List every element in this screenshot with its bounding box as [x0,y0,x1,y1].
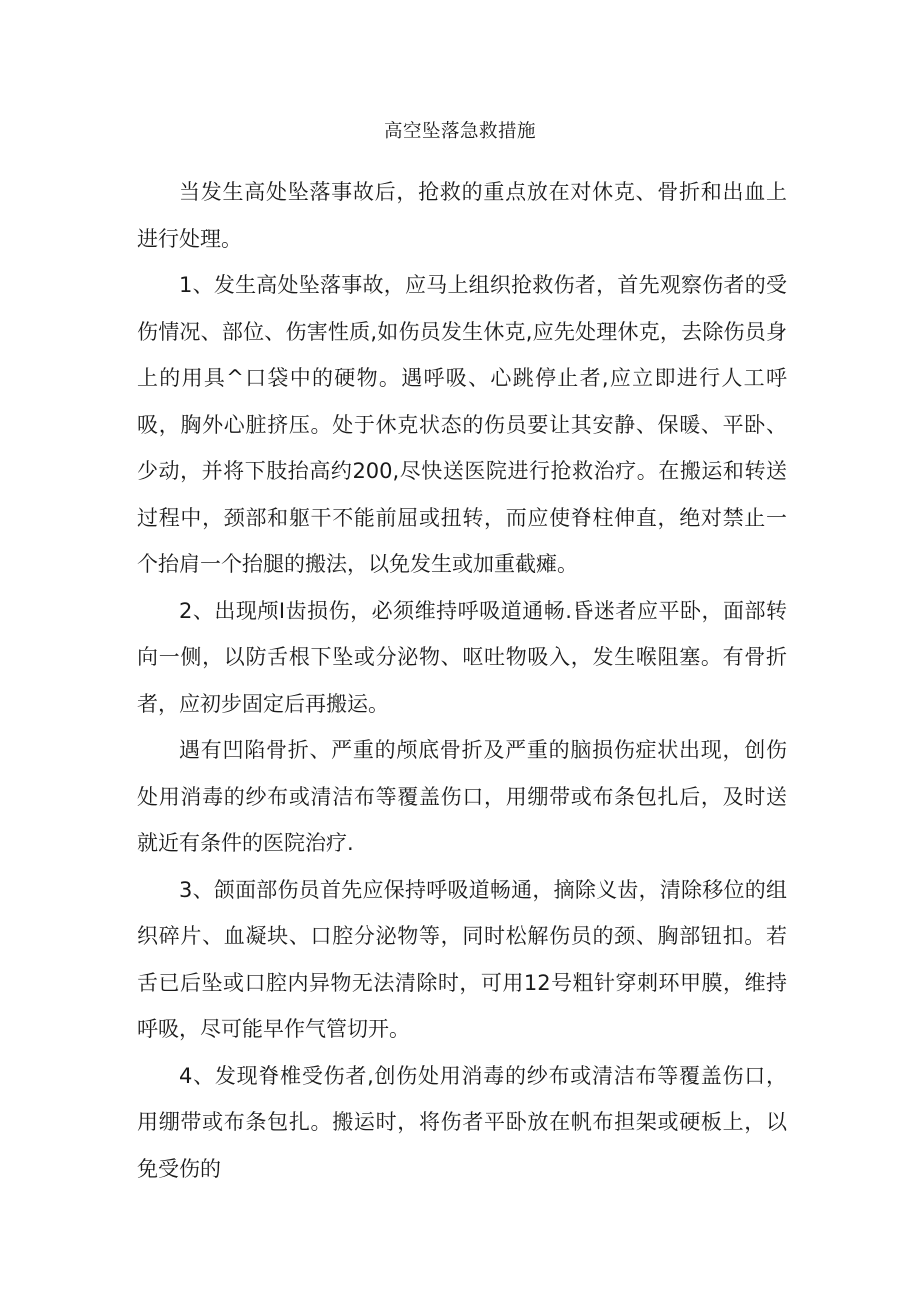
document-body [137,169,787,1192]
paragraph-2-cont: 遇有凹陷骨折、严重的颅底骨折及严重的脑损伤症状出现，创伤处用消毒的纱布或清洁布等覆盖伤口，用绷带或布条包扎后，及时送就近有条件的医院治疗. [137,738,787,855]
paragraph-4: 4、发现脊椎受伤者,创伤处用消毒的纱布或清洁布等覆盖伤口，用绷带或布条包扎。搬运时，将伤者平卧放在帆布担架或硬板上，以免受伤的 [137,1063,787,1181]
document-title: 高空坠落急救措施 [383,121,536,142]
paragraph-2: 2、出现颅I齿损伤，必须维持呼吸道通畅.昏迷者应平卧，面部转向一侧，以防舌根下坠或分泌物、呕吐物吸入，发生喉阻塞。有骨折者，应初步固定后再搬运。 [137,598,787,716]
paragraph-1: 1、发生高处坠落事故，应马上组织抢救伤者，首先观察伤者的受伤情况、部位、伤害性质,如伤员发生休克,应先处理休克，去除伤员身上的用具^口袋中的硬物。遇呼吸、心跳停止者,应立即进行人工呼吸，胸外心脏挤压。处于休克状态的伤员要让其安静、保暖、平卧、少动，并将下肢抬高约200,尽快送医院进行抢救治疗。在搬运和转送过程中，颈部和躯干不能前屈或扭转，而应使脊柱伸直，绝对禁止一个抬肩一个抬腿的搬法，以免发生或加重截瘫。 [137,273,787,576]
paragraph-intro: 当发生高处坠落事故后，抢救的重点放在对休克、骨折和出血上进行处理。 [137,180,787,251]
paragraph-3: 3、颌面部伤员首先应保持呼吸道畅通，摘除义齿，清除移位的组织碎片、血凝块、口腔分泌物等，同时松解伤员的颈、胸部钮扣。若舌已后坠或口腔内异物无法清除时，可用12号粗针穿刺环甲膜，维持呼吸，尽可能早作气管切开。 [137,877,787,1041]
